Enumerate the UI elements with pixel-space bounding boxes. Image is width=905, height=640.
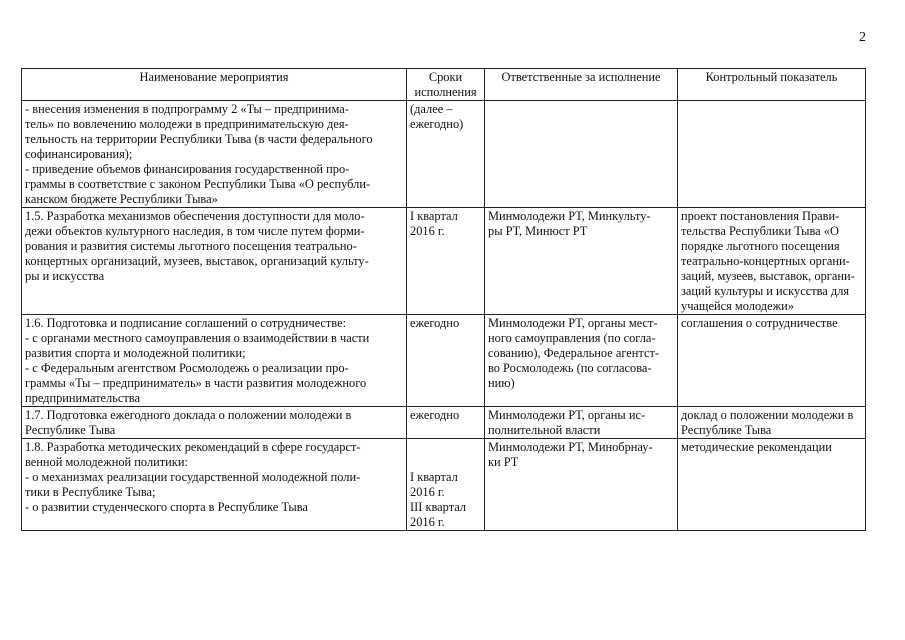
event-name-cell: 1.5. Разработка механизмов обеспечения доступности для моло- дежи объектов культурного наследия, в том числе путем форми- рования и развития системы льготного посещения театрально- концертных организаций, музеев, выставок, организаций культу- ры и искусства xyxy=(22,208,407,315)
event-name-cell: 1.6. Подготовка и подписание соглашений о сотрудничестве: - с органами местного самоуправления о взаимодействии в части развития спорта и молодежной политики; - с Федеральным агентством Росмолодежь о реализации про- граммы «Ты – предприниматель» в части развития молодежного предпринимательства xyxy=(22,315,407,407)
event-name-cell: 1.8. Разработка методических рекомендаций в сфере государст- венной молодежной политики: - о механизмах реализации государственной молодежной поли- тики в Республике Тыва; - о развитии студенческого спорта в Республике Тыва xyxy=(22,439,407,531)
responsible-cell: Минмолодежи РТ, Минкульту- ры РТ, Минюст РТ xyxy=(485,208,678,315)
header-responsible: Ответственные за исполнение xyxy=(485,69,678,101)
header-event-name: Наименование мероприятия xyxy=(22,69,407,101)
event-name-cell: 1.7. Подготовка ежегодного доклада о положении молодежи в Республике Тыва xyxy=(22,407,407,439)
table-header-row xyxy=(22,69,866,101)
header-deadline: Сроки исполнения xyxy=(407,69,485,101)
deadline-cell: ежегодно xyxy=(407,407,485,439)
table-row xyxy=(22,407,866,439)
table-row xyxy=(22,439,866,531)
indicator-cell: проект постановления Прави- тельства Республики Тыва «О порядке льготного посещения театрально-концертных органи- заций, музеев, выставок, органи- заций культуры и искусства для учащейся молодежи» xyxy=(678,208,866,315)
deadline-cell: ежегодно xyxy=(407,315,485,407)
event-name-cell: - внесения изменения в подпрограмму 2 «Ты – предпринима- тель» по вовлечению молодежи в предпринимательскую дея- тельность на территории Республики Тыва (в части федерального софинансирования); - приведение объемов финансирования государственной про- граммы в соответствие с законом Республики Тыва «О республи- канском бюджете Республики Тыва» xyxy=(22,101,407,208)
indicator-cell xyxy=(678,101,866,208)
page-number: 2 xyxy=(859,30,866,45)
responsible-cell xyxy=(485,101,678,208)
responsible-cell: Минмолодежи РТ, органы ис- полнительной власти xyxy=(485,407,678,439)
indicator-cell: доклад о положении молодежи в Республике Тыва xyxy=(678,407,866,439)
table-row xyxy=(22,101,866,208)
events-table xyxy=(21,68,866,531)
table-row xyxy=(22,315,866,407)
indicator-cell: соглашения о сотрудничестве xyxy=(678,315,866,407)
table-row xyxy=(22,208,866,315)
deadline-cell: I квартал 2016 г. xyxy=(407,208,485,315)
deadline-cell: I квартал 2016 г. III квартал 2016 г. xyxy=(407,439,485,531)
deadline-cell: (далее – ежегодно) xyxy=(407,101,485,208)
header-indicator: Контрольный показатель xyxy=(678,69,866,101)
indicator-cell: методические рекомендации xyxy=(678,439,866,531)
responsible-cell: Минмолодежи РТ, Минобрнау- ки РТ xyxy=(485,439,678,531)
responsible-cell: Минмолодежи РТ, органы мест- ного самоуправления (по согла- сованию), Федеральное агентст- во Росмолодежь (по согласова- нию) xyxy=(485,315,678,407)
